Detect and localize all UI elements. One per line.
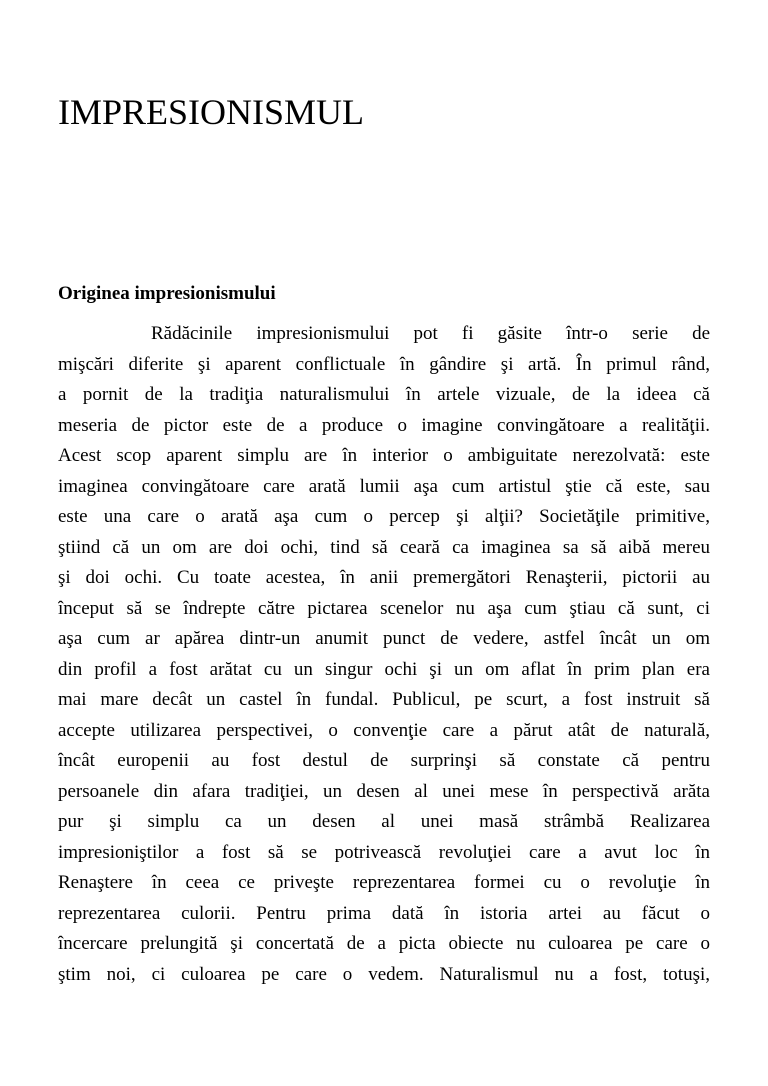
paragraph-line: încercare prelungită şi concertată de a picta obiecte nu culoarea pe care o [58, 933, 710, 954]
document-title: IMPRESIONISMUL [58, 92, 365, 132]
paragraph-line: pur şi simplu ca un desen al unei masă strâmbă Realizarea [58, 811, 710, 832]
paragraph-line: aşa cum ar apărea dintr-un anumit punct de vedere, astfel încât un om [58, 628, 710, 649]
paragraph-line: ştiind că un om are doi ochi, tind să ceară ca imaginea sa să aibă mereu [58, 536, 710, 558]
paragraph-line: accepte utilizarea perspectivei, o convenţie care a părut atât de naturală, [58, 719, 710, 741]
body-paragraph [58, 319, 710, 990]
paragraph-line: Renaştere în ceea ce priveşte reprezentarea formei cu o revoluţie în [58, 872, 710, 893]
section-heading: Originea impresionismului [58, 283, 276, 304]
paragraph-line: Acest scop aparent simplu are în interior o ambiguitate nerezolvată: este [58, 445, 710, 466]
paragraph-line: a pornit de la tradiţia naturalismului în artele vizuale, de la ideea că [58, 384, 710, 405]
paragraph-line: şi doi ochi. Cu toate acestea, în anii premergători Renaşterii, pictorii au [58, 567, 710, 588]
paragraph-line: mai mare decât un castel în fundal. Publicul, pe scurt, a fost instruit să [58, 689, 710, 710]
paragraph-line: mişcări diferite şi aparent conflictuale în gândire şi artă. În primul rând, [58, 353, 710, 375]
paragraph-line: din profil a fost arătat cu un singur ochi şi un om aflat în prim plan era [58, 658, 710, 680]
paragraph-line: reprezentarea culorii. Pentru prima dată în istoria artei au făcut o [58, 902, 710, 924]
paragraph-line: încât europenii au fost destul de surprinşi să constate că pentru [58, 750, 710, 771]
paragraph-line: meseria de pictor este de a produce o imagine convingătoare a realităţii. [58, 414, 710, 436]
paragraph-line: ştim noi, ci culoarea pe care o vedem. Naturalismul nu a fost, totuşi, [58, 963, 710, 985]
paragraph-line: impresioniştilor a fost să se potrivească revoluţiei care a avut loc în [58, 841, 710, 863]
paragraph-line: început să se îndrepte către pictarea scenelor nu aşa cum ştiau că sunt, ci [58, 597, 710, 619]
paragraph-line: Rădăcinile impresionismului pot fi găsite într-o serie de [151, 323, 710, 344]
paragraph-line: este una care o arată aşa cum o percep şi alţii? Societăţile primitive, [58, 506, 710, 527]
paragraph-line: imaginea convingătoare care arată lumii aşa cum artistul ştie că este, sau [58, 475, 710, 497]
paragraph-line: persoanele din afara tradiţiei, un desen al unei mese în perspectivă arăta [58, 780, 710, 802]
